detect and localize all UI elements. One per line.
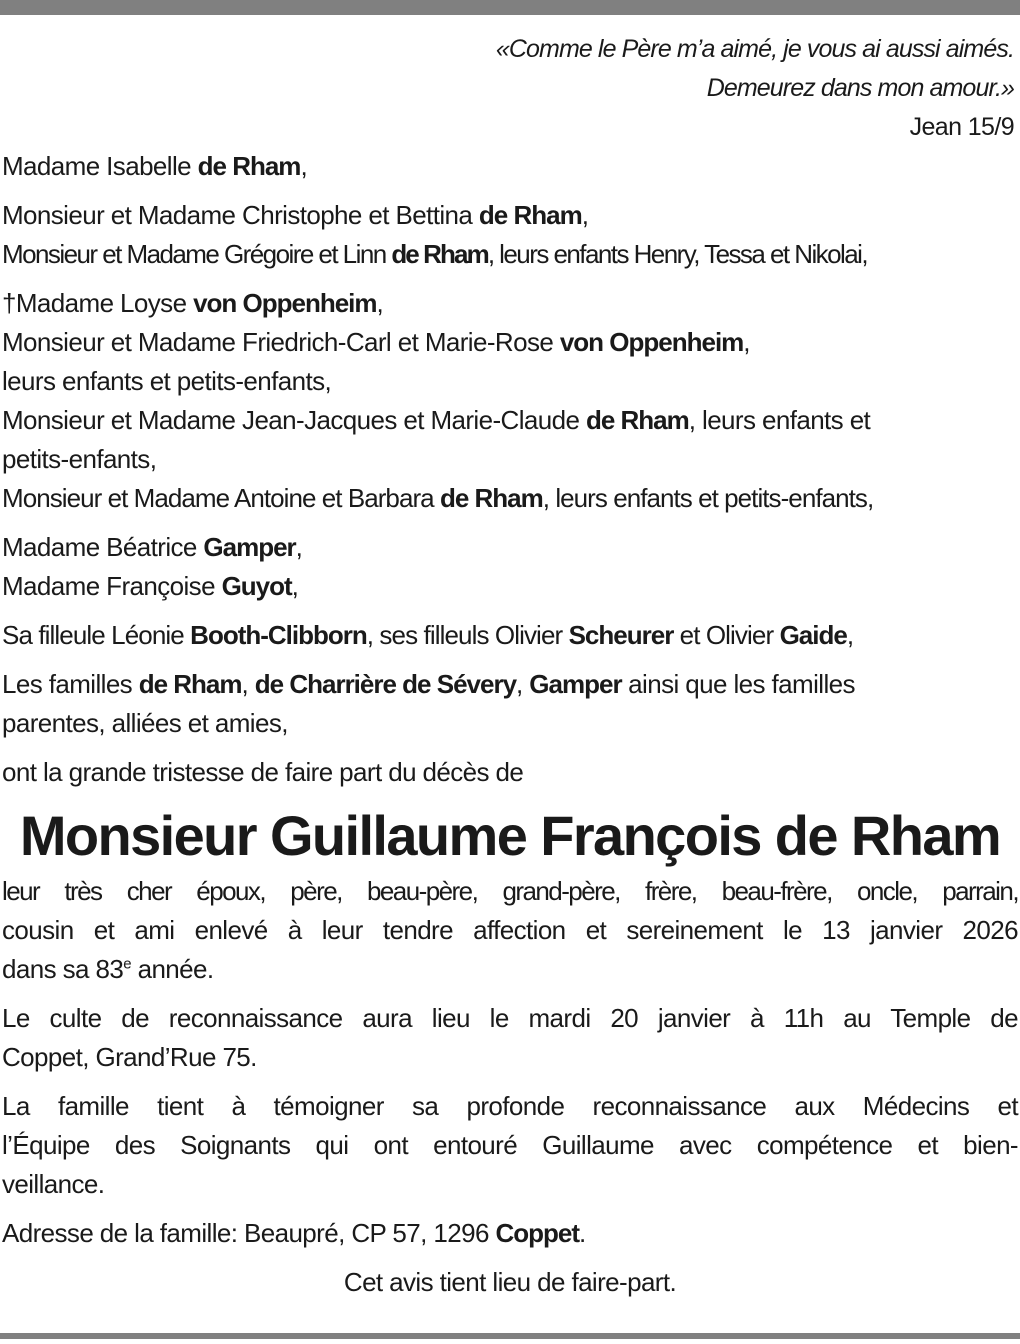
- mourner-friedrich: Monsieur et Madame Friedrich-Carl et Marie-Rose von Oppenheim,: [2, 327, 750, 357]
- announcement: ont la grande tristesse de faire part du décès de: [2, 757, 524, 787]
- mourner-francoise: Madame Françoise Guyot,: [2, 571, 299, 601]
- deceased-name: Monsieur Guillaume François de Rham: [19, 804, 1001, 867]
- epigraph-reference: Jean 15/9: [909, 113, 1014, 141]
- cross-icon: †: [2, 288, 16, 318]
- mourner-jeanjacques: Monsieur et Madame Jean-Jacques et Marie-Claude de Rham, leurs enfants et: [2, 405, 871, 435]
- thanks-line-3: veillance.: [2, 1169, 105, 1199]
- mourner-friedrich-line-2: leurs enfants et petits-enfants,: [2, 366, 332, 396]
- tribute-line-1: leur très cher époux, père, beau-père, grand-père, frère, beau-frère, oncle, parrain,: [2, 876, 1018, 906]
- service-line-2: Coppet, Grand’Rue 75.: [2, 1042, 257, 1072]
- thanks-line-1: La famille tient à témoigner sa profonde reconnaissance aux Médecins et: [2, 1091, 1018, 1121]
- families-line: Les familles de Rham, de Charrière de Sévery, Gamper ainsi que les familles: [2, 669, 855, 699]
- epigraph-line-1: «Comme le Père m’a aimé, je vous ai aussi aimés.: [495, 35, 1014, 63]
- mourner-beatrice: Madame Béatrice Gamper,: [2, 532, 303, 562]
- godchildren-line: Sa filleule Léonie Booth-Clibborn, ses filleuls Olivier Scheurer et Olivier Gaide,: [2, 620, 854, 650]
- mourner-jeanjacques-line-2: petits-enfants,: [2, 444, 157, 474]
- bottom-rule: [0, 1333, 1020, 1339]
- epigraph-line-2: Demeurez dans mon amour.»: [706, 74, 1014, 102]
- mourner-christophe: Monsieur et Madame Christophe et Bettina de Rham,: [2, 200, 589, 230]
- top-rule: [0, 0, 1020, 15]
- mourner-isabelle: Madame Isabelle de Rham,: [2, 151, 308, 181]
- tribute-line-3: dans sa 83e année.: [2, 954, 214, 984]
- tribute-line-2: cousin et ami enlevé à leur tendre affection et sereinement le 13 janvier 2026: [2, 915, 1018, 945]
- obituary-notice: [2, 30, 1018, 1302]
- families-line-2: parentes, alliées et amies,: [2, 708, 288, 738]
- mourner-gregoire: Monsieur et Madame Grégoire et Linn de Rham, leurs enfants Henry, Tessa et Nikolai,: [2, 239, 868, 269]
- mourner-antoine: Monsieur et Madame Antoine et Barbara de Rham, leurs enfants et petits-enfants,: [2, 483, 874, 513]
- family-address: Adresse de la famille: Beaupré, CP 57, 1296 Coppet.: [2, 1218, 586, 1248]
- thanks-line-2: l’Équipe des Soignants qui ont entouré Guillaume avec compétence et bien-: [2, 1130, 1018, 1160]
- service-line-1: Le culte de reconnaissance aura lieu le mardi 20 janvier à 11h au Temple de: [2, 1003, 1018, 1033]
- footer-note: Cet avis tient lieu de faire-part.: [343, 1267, 677, 1297]
- mourner-loyse: †Madame Loyse von Oppenheim,: [2, 288, 384, 318]
